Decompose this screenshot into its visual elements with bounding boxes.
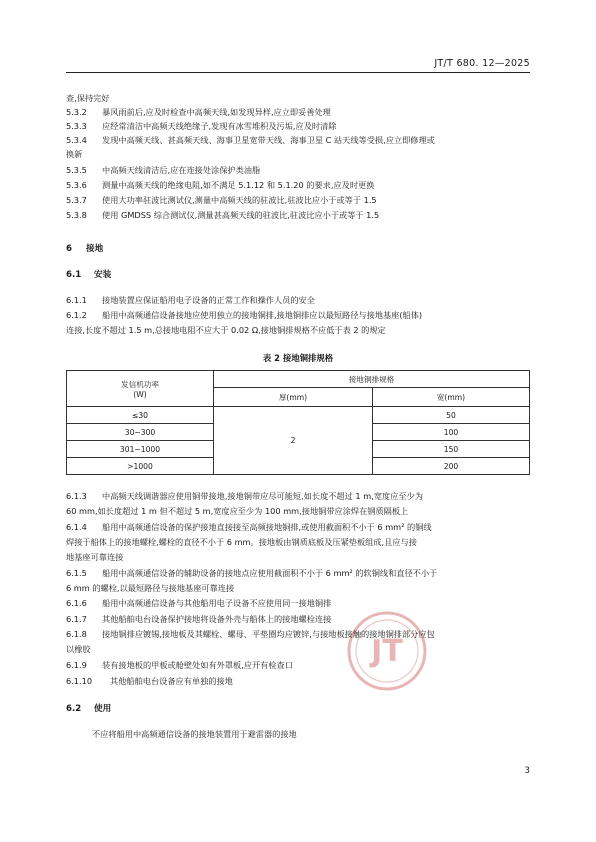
clause-number: 5.3.6 <box>66 180 87 190</box>
clause-text: 60 mm,如长度超过 1 m 但不超过 5 m,宽度应至少为 100 mm,接地铜带应涂焊在钢质隔板上 <box>66 506 409 516</box>
clause-text: 装有接地板的甲板或舱壁处如有外罩板,应开有检查口 <box>102 660 293 670</box>
width-header: 宽(mm) <box>373 388 530 407</box>
clause-text: 船用中高频通信设备接地应使用独立的接地铜排,接地铜排应以最短路径与接地基座(船体) <box>102 310 423 320</box>
subsection-heading <box>66 268 111 280</box>
power-header-unit: (W) <box>133 389 147 399</box>
clause-number: 6.1.6 <box>66 598 87 608</box>
power-cell: >1000 <box>67 458 214 475</box>
text-line <box>66 148 82 160</box>
text-line <box>66 521 432 533</box>
clause-text: 地基座可靠连接 <box>66 552 124 562</box>
clause-text: 暴风雨前后,应及时检查中高频天线,如发现异样,应立即妥善处理 <box>102 107 331 117</box>
text-line <box>66 551 123 563</box>
width-cell: 150 <box>373 441 530 458</box>
text-line <box>66 294 315 306</box>
clause-number: 5.3.4 <box>66 135 87 145</box>
width-cell: 200 <box>373 458 530 475</box>
power-column-header <box>67 371 214 407</box>
table-caption: 表 2 接地铜排规格 <box>262 353 334 363</box>
clause-text: 中高频天线清洁后,应在连接处涂保护类油脂 <box>102 165 261 175</box>
clause-number: 6.1.2 <box>66 310 87 320</box>
clause-number: 5.3.2 <box>66 107 87 117</box>
text-line <box>66 324 386 336</box>
power-cell: 30~300 <box>67 424 214 441</box>
section-number: 6.1 <box>66 270 82 280</box>
text-line <box>66 675 233 687</box>
clause-number: 6.1.9 <box>66 660 87 670</box>
clause-number: 6.1.3 <box>66 491 87 501</box>
clause-text: 测量中高频天线的绝缘电阻,如不满足 5.1.12 和 5.1.20 的要求,应及时更换 <box>102 180 375 190</box>
clause-number: 6.1.7 <box>66 614 87 624</box>
section-number: 6.2 <box>66 704 82 714</box>
clause-text: 船用中高频通信设备的辅助设备的接地点应使用截面积不小于 6 mm² 的软铜线和直径不小于 <box>102 568 438 578</box>
width-cell: 50 <box>373 407 530 424</box>
text-line <box>66 106 331 118</box>
section-number: 6 <box>66 244 72 254</box>
body-paragraph: 不应将船用中高频通信设备的接地装置用于避雷器的接地 <box>92 729 297 739</box>
clause-text: 使用 GMDSS 综合测试仪,测量甚高频天线的驻波比,驻波比应小于或等于 1.5 <box>102 210 380 220</box>
clause-number: 6.1.4 <box>66 522 87 532</box>
power-header-label: 发信机功率 <box>121 379 159 389</box>
clause-number: 5.3.8 <box>66 210 87 220</box>
power-cell: ≤30 <box>67 407 214 424</box>
clause-text: 其他船舶电台设备保护接地将设备外壳与船体上的接地螺栓连接 <box>102 614 332 624</box>
busbar-group-header: 接地铜排规格 <box>214 371 530 388</box>
thickness-header: 厚(mm) <box>214 388 373 407</box>
text-line <box>66 505 408 517</box>
clause-text: 查,保持完好 <box>66 93 110 103</box>
clause-text: 接地装置应保证船用电子设备的正常工作和操作人员的安全 <box>102 295 315 305</box>
clause-number: 6.1.8 <box>66 629 87 639</box>
clause-text: 连接,长度不超过 1.5 m,总接地电阻不应大于 0.02 Ω,接地铜排规格不应低于表 2 的规定 <box>66 325 386 335</box>
clause-text: 发现中高频天线、甚高频天线、海事卫星宽带天线、海事卫星 C 站天线等受损,应立即修理或 <box>102 135 435 145</box>
clause-text: 6 mm 的螺栓,以最短路径与接地基座可靠连接 <box>66 583 235 593</box>
text-line <box>66 643 91 655</box>
subsection-heading <box>66 702 111 714</box>
text-line <box>66 164 260 176</box>
text-line <box>66 209 379 221</box>
section-heading <box>66 242 103 254</box>
section-title: 使用 <box>94 704 112 714</box>
grounding-busbar-table <box>66 370 530 475</box>
header-rule <box>66 72 530 73</box>
clause-text: 使用大功率驻波比测试仪,测量中高频天线的驻波比,驻波比应小于或等于 1.5 <box>102 195 377 205</box>
clause-text: 船用中高频通信设备与其他船用电子设备不应使用同一接地铜排 <box>102 598 332 608</box>
clause-text: 其他船舶电台设备应有单独的接地 <box>110 676 233 686</box>
text-line <box>66 134 435 146</box>
text-line <box>66 613 331 625</box>
clause-text: 应经常清洁中高频天线绝缘子,发现有冰雪堆积及污垢,应及时清除 <box>102 121 337 131</box>
thickness-cell: 2 <box>214 407 373 475</box>
clause-number: 5.3.5 <box>66 165 87 175</box>
jt-watermark-stamp <box>344 608 430 694</box>
text-line <box>66 582 234 594</box>
table-row <box>67 407 530 424</box>
text-line <box>66 179 374 191</box>
text-line <box>66 659 293 671</box>
text-line <box>66 536 417 548</box>
text-line <box>66 194 377 206</box>
section-title: 安装 <box>94 270 112 280</box>
page-number: 3 <box>524 766 530 776</box>
text-line <box>66 490 423 502</box>
clause-text: 接地铜排应镀锡,接地板及其螺栓、螺母、平垫圈均应镀锌,与接地板接触的接地铜排部分应包 <box>102 629 435 639</box>
clause-number: 6.1.5 <box>66 568 87 578</box>
document-id-header: JT/T 680. 12—2025 <box>434 58 530 69</box>
section-title: 接地 <box>86 244 104 254</box>
text-line <box>66 567 437 579</box>
clause-number: 6.1.1 <box>66 295 87 305</box>
text-line <box>66 597 331 609</box>
clause-number: 5.3.7 <box>66 195 87 205</box>
text-line <box>66 309 422 321</box>
clause-text: 船用中高频通信设备的保护接地直接接至高频接地铜排,或使用截面积不小于 6 mm² 的铜线 <box>102 522 432 532</box>
width-cell: 100 <box>373 424 530 441</box>
svg-text:JT: JT <box>371 634 403 669</box>
text-line <box>66 92 110 104</box>
clause-number: 6.1.10 <box>66 676 93 686</box>
clause-number: 5.3.3 <box>66 121 87 131</box>
clause-text: 焊接于船体上的接地螺栓,螺栓的直径不小于 6 mm。接地板由钢质底板及压紧垫板组成,且应与接 <box>66 537 417 547</box>
clause-text: 中高频天线调谐器应使用铜带接地,接地铜带应尽可能短,如长度不超过 1 m,宽度应至少为 <box>102 491 423 501</box>
text-line <box>66 120 336 132</box>
clause-text: 换新 <box>66 149 83 159</box>
power-cell: 301~1000 <box>67 441 214 458</box>
text-line <box>66 628 435 640</box>
clause-text: 以橡胶 <box>66 644 91 654</box>
